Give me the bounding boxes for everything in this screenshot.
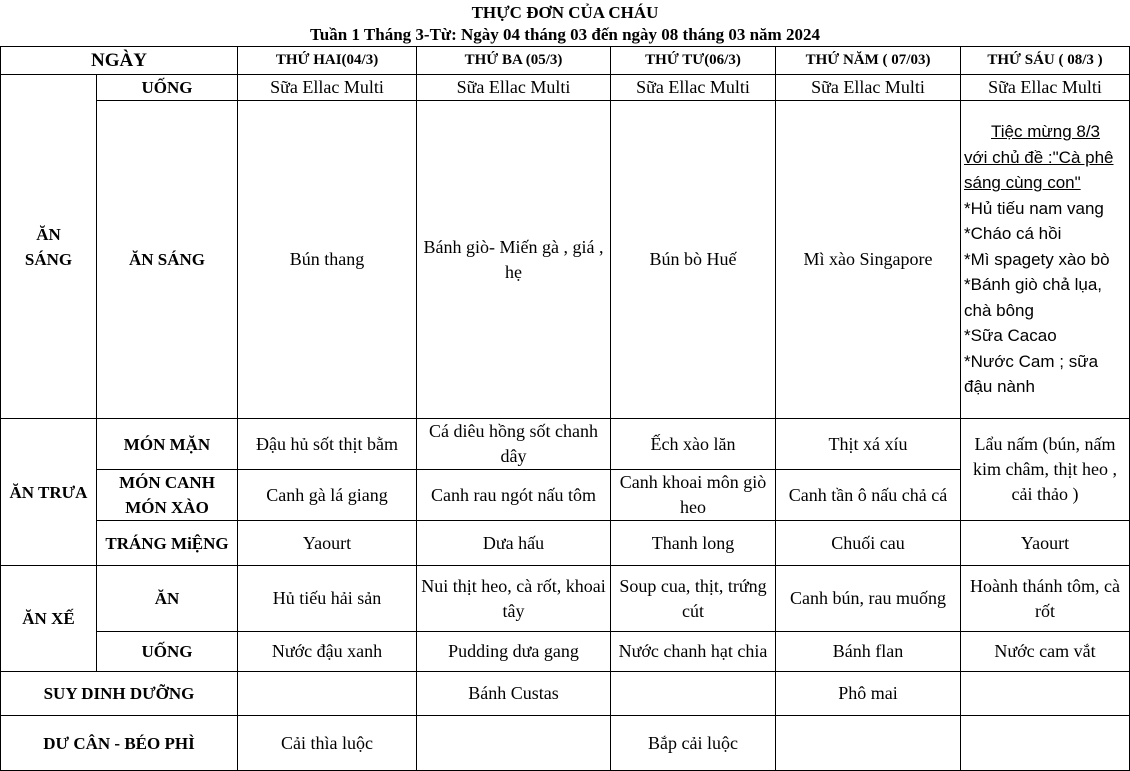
party-menu-item: *Sữa Cacao [964,326,1057,346]
overweight-cell: Bắp cải luộc [611,716,776,771]
snack-food-cell: Nui thịt heo, cà rốt, khoai tây [417,566,611,632]
lunch-soup-cell: Canh gà lá giang [238,470,417,521]
breakfast-group-line1: ĂN [36,224,61,244]
lunch-dessert-row [1,521,1130,566]
lunch-soup-row [1,470,1130,521]
malnutrition-cell: Phô mai [776,672,961,716]
snack-food-row [1,566,1130,632]
day-header-fri: THỨ SÁU ( 08/3 ) [961,47,1130,75]
breakfast-drink-cell: Sữa Ellac Multi [417,75,611,101]
lunch-dessert-cell: Chuối cau [776,521,961,566]
day-header-mon: THỨ HAI(04/3) [238,47,417,75]
menu-table [0,46,1130,771]
lunch-soup-cell: Canh khoai môn giò heo [611,470,776,521]
breakfast-drink-row [1,75,1130,101]
breakfast-group-label [1,75,97,419]
breakfast-meal-cell: Bún thang [238,101,417,419]
lunch-dessert-cell: Yaourt [961,521,1130,566]
breakfast-meal-row [1,101,1130,419]
lunch-dessert-cell: Dưa hấu [417,521,611,566]
overweight-label: DƯ CÂN - BÉO PHÌ [1,716,238,771]
breakfast-drink-cell: Sữa Ellac Multi [238,75,417,101]
lunch-group-label: ĂN TRƯA [1,419,97,566]
overweight-cell: Cải thìa luộc [238,716,417,771]
breakfast-meal-cell: Bánh giò- Miến gà , giá , hẹ [417,101,611,419]
breakfast-meal-cell: Mì xào Singapore [776,101,961,419]
snack-drink-cell: Nước cam vắt [961,632,1130,672]
overweight-cell [776,716,961,771]
snack-drink-cell: Pudding dưa gang [417,632,611,672]
day-label: NGÀY [1,47,238,75]
lunch-main-cell: Thịt xá xíu [776,419,961,470]
day-header-wed: THỨ TƯ(06/3) [611,47,776,75]
malnutrition-row [1,672,1130,716]
party-menu-item: *Cháo cá hồi [964,224,1062,244]
snack-food-cell: Soup cua, thịt, trứng cút [611,566,776,632]
lunch-main-label: MÓN MẶN [97,419,238,470]
header-row [1,47,1130,75]
lunch-dessert-cell: Yaourt [238,521,417,566]
day-header-thu: THỨ NĂM ( 07/03) [776,47,961,75]
malnutrition-cell [238,672,417,716]
overweight-row [1,716,1130,771]
party-theme-line2: sáng cùng con" [964,173,1081,193]
party-theme-line1: với chủ đề :"Cà phê [964,147,1114,167]
snack-food-cell: Hoành thánh tôm, cà rốt [961,566,1130,632]
lunch-friday-hotpot-cell: Lẩu nấm (bún, nấm kim châm, thịt heo , cải thảo ) [961,419,1130,521]
snack-drink-label: UỐNG [97,632,238,672]
snack-food-cell: Canh bún, rau muống [776,566,961,632]
party-menu-item: *Bánh giò chả lụa, chà bông [964,275,1103,320]
snack-group-label: ĂN XẾ [1,566,97,672]
snack-drink-cell: Nước đậu xanh [238,632,417,672]
breakfast-group-line2: SÁNG [24,249,73,269]
lunch-main-cell: Đậu hủ sốt thịt bằm [238,419,417,470]
lunch-soup-label [97,470,238,521]
lunch-main-cell: Ếch xào lăn [611,419,776,470]
lunch-dessert-cell: Thanh long [611,521,776,566]
malnutrition-label: SUY DINH DƯỠNG [1,672,238,716]
snack-food-label: ĂN [97,566,238,632]
lunch-main-cell: Cá diêu hồng sốt chanh dây [417,419,611,470]
party-title: Tiệc mừng 8/3 [991,122,1101,142]
menu-subtitle: Tuần 1 Tháng 3-Từ: Ngày 04 tháng 03 đến ngày 08 tháng 03 năm 2024 [310,25,820,44]
malnutrition-cell: Bánh Custas [417,672,611,716]
menu-title: THỰC ĐƠN CỦA CHÁU [471,3,659,22]
breakfast-drink-cell: Sữa Ellac Multi [611,75,776,101]
snack-drink-cell: Nước chanh hạt chia [611,632,776,672]
lunch-soup-label-line1: MÓN CANH [119,473,215,492]
snack-drink-cell: Bánh flan [776,632,961,672]
lunch-soup-cell: Canh tần ô nấu chả cá [776,470,961,521]
lunch-dessert-label: TRÁNG MiỆNG [97,521,238,566]
party-menu-item: *Nước Cam ; sữa đậu nành [964,351,1099,397]
malnutrition-cell [611,672,776,716]
overweight-cell [961,716,1130,771]
snack-drink-row [1,632,1130,672]
day-header-tue: THỨ BA (05/3) [417,47,611,75]
party-menu-item: *Hủ tiếu nam vang [964,198,1104,218]
breakfast-meal-label: ĂN SÁNG [97,101,238,419]
lunch-soup-cell: Canh rau ngót nấu tôm [417,470,611,521]
womens-day-party-cell [961,101,1130,419]
overweight-cell [417,716,611,771]
breakfast-drink-cell: Sữa Ellac Multi [961,75,1130,101]
breakfast-drink-cell: Sữa Ellac Multi [776,75,961,101]
breakfast-meal-cell: Bún bò Huế [611,101,776,419]
party-menu-item: *Mì spagety xào bò [964,249,1110,269]
malnutrition-cell [961,672,1130,716]
lunch-soup-label-line2: MÓN XÀO [125,498,209,517]
snack-food-cell: Hủ tiếu hải sản [238,566,417,632]
lunch-main-row [1,419,1130,470]
breakfast-drink-label: UỐNG [97,75,238,101]
